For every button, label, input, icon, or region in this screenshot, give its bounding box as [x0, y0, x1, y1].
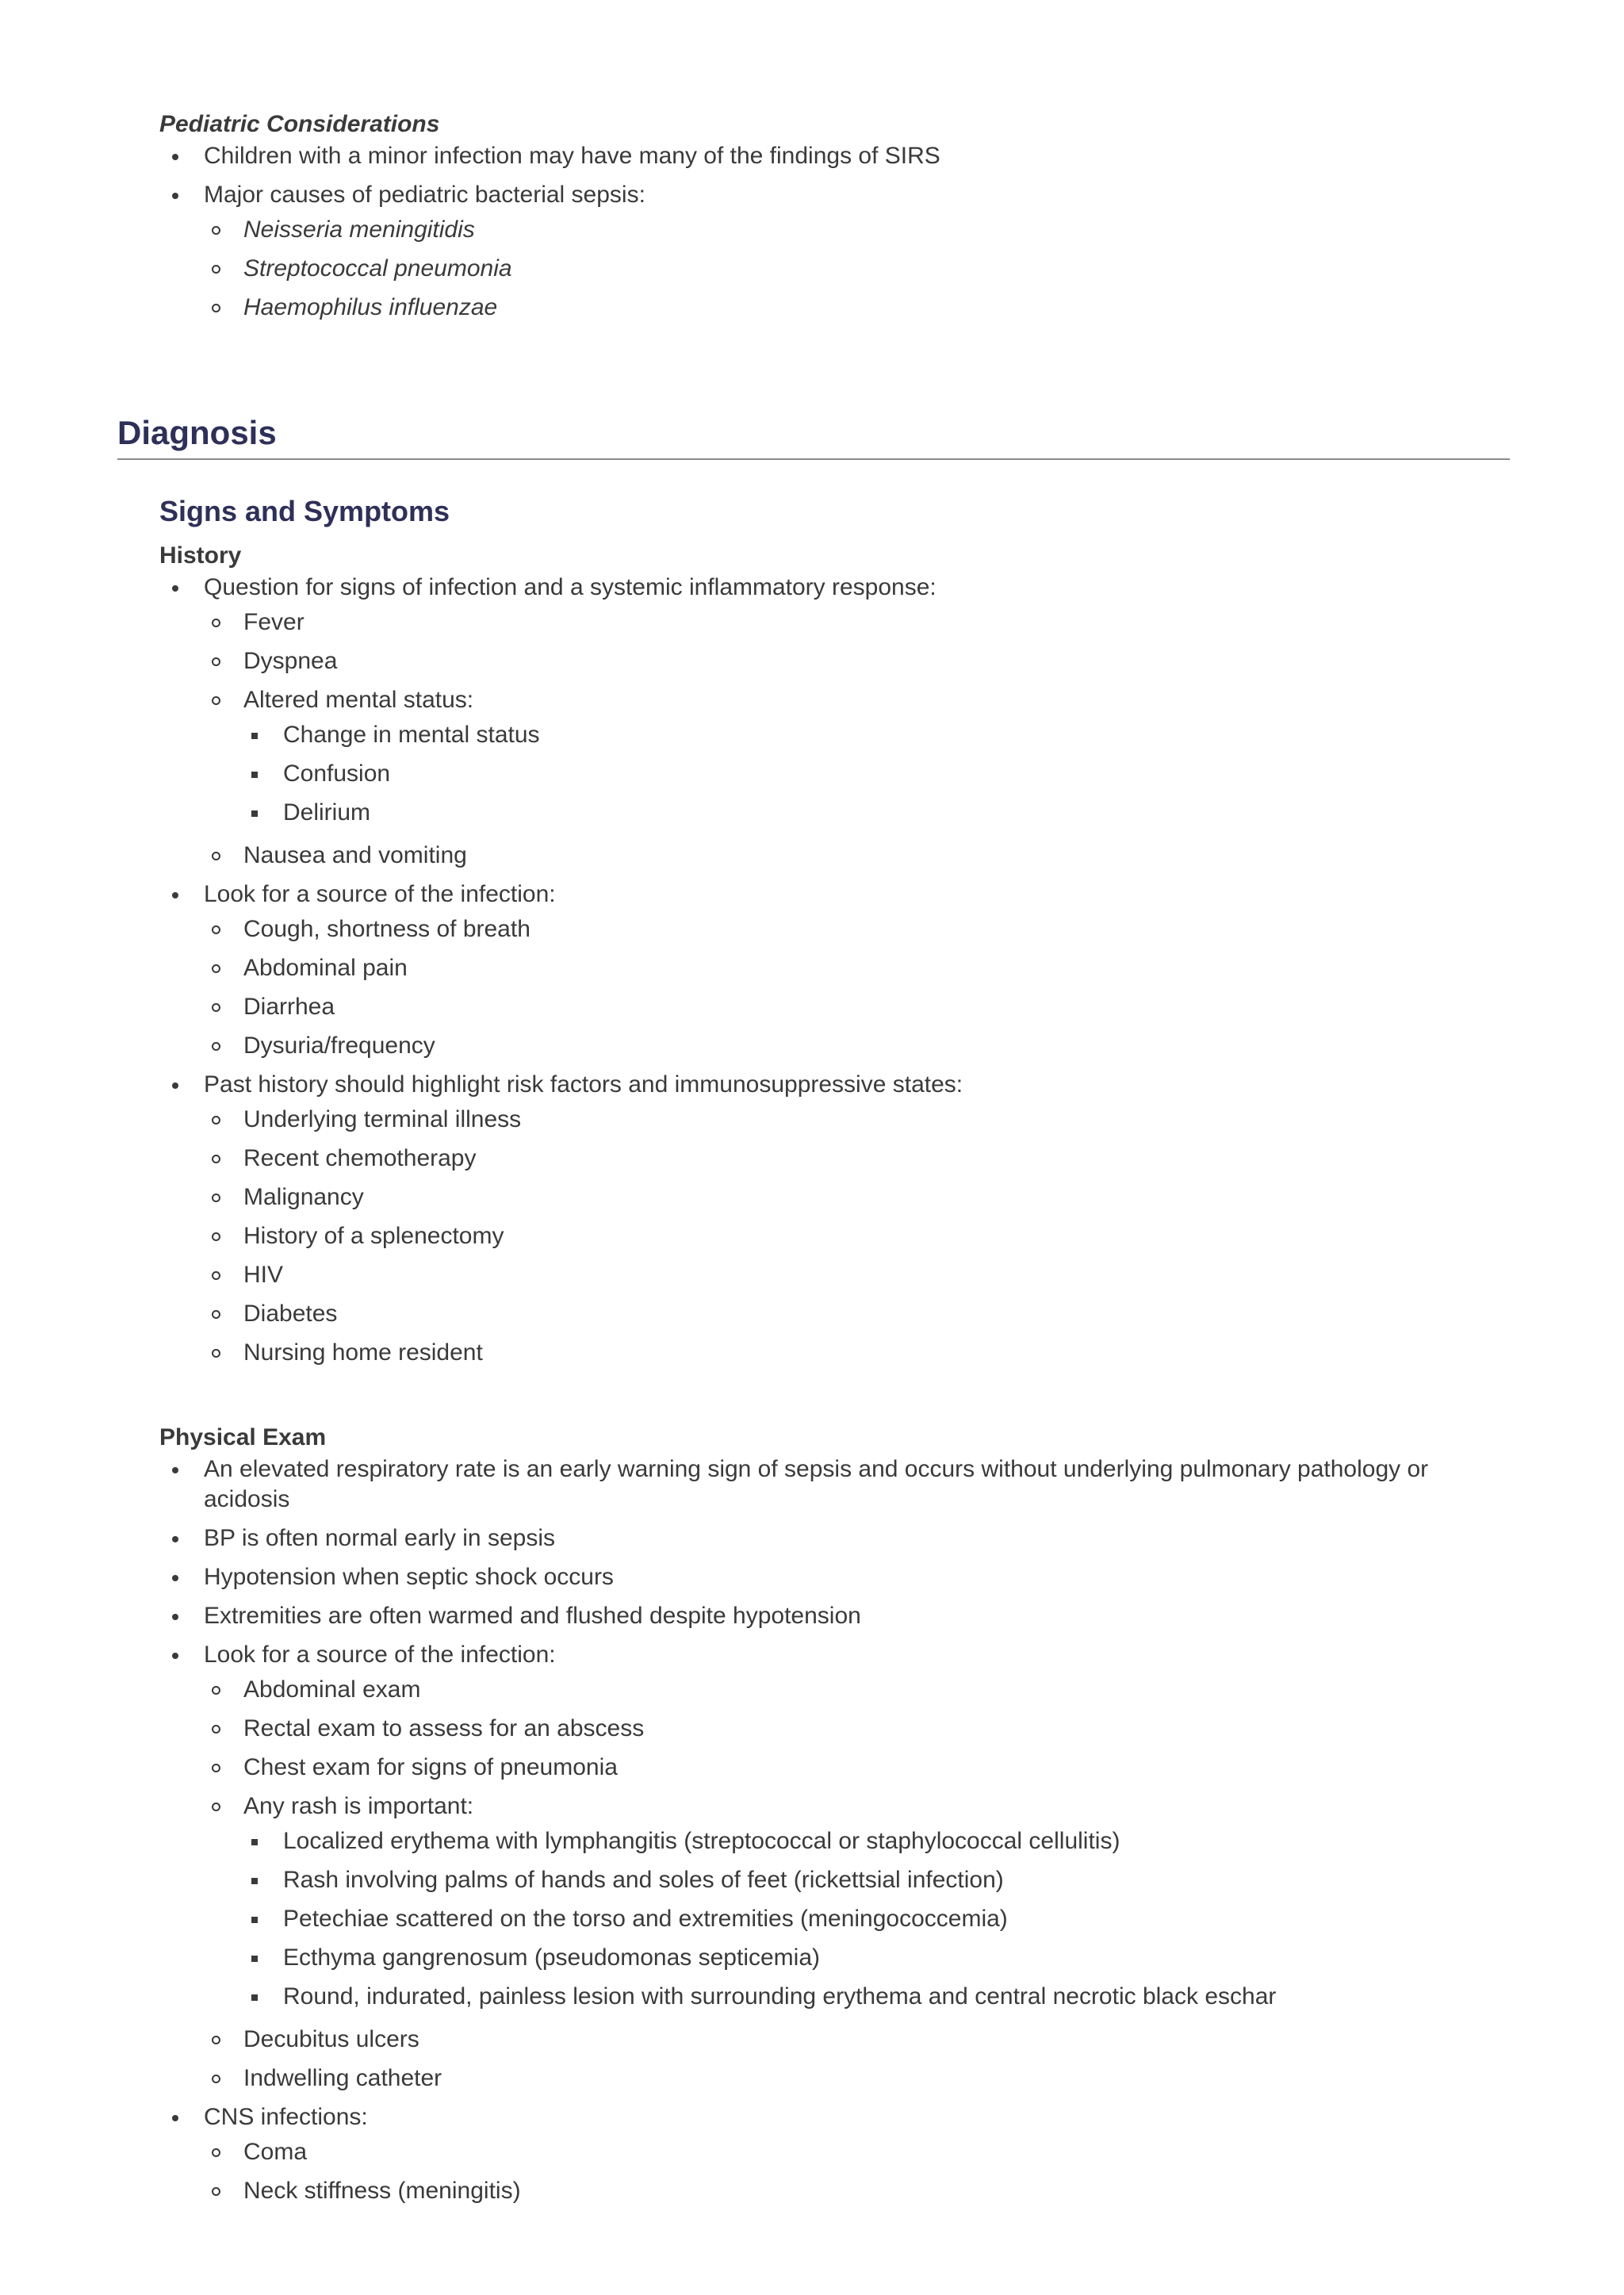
list-item-text: CNS infections:	[204, 2104, 368, 2130]
list-item	[159, 1640, 1507, 2094]
list-item-text: Question for signs of infection and a systemic inflammatory response:	[204, 574, 936, 600]
list-item-text: Hypotension when septic shock occurs	[204, 1564, 614, 1590]
physical-exam-list	[159, 1454, 1507, 2215]
list-item-text: BP is often normal early in sepsis	[204, 1525, 555, 1551]
sub-list-item: Cough, shortness of breath	[204, 914, 1507, 944]
list-item	[159, 1070, 1507, 1368]
list-item	[159, 1454, 1507, 1515]
list-item	[159, 1562, 1507, 1592]
diagnosis-heading: Diagnosis	[117, 414, 277, 451]
list-item-text: Look for a source of the infection:	[204, 1642, 556, 1668]
sub-list-item: Recent chemotherapy	[204, 1144, 1507, 1174]
pediatric-list	[159, 141, 1507, 331]
list-item	[159, 2102, 1507, 2206]
sub-list-item: Underlying terminal illness	[204, 1105, 1507, 1135]
list-item	[159, 180, 1507, 323]
section-divider	[117, 458, 1510, 460]
nested-list-item: Delirium	[243, 798, 1507, 828]
list-item-text: Major causes of pediatric bacterial sepsis:	[204, 182, 645, 208]
nested-list-item: Round, indurated, painless lesion with surrounding erythema and central necrotic black eschar	[243, 1982, 1507, 2012]
sub-list-item-text: Altered mental status:	[243, 687, 474, 713]
sub-list-item: Haemophilus influenzae	[204, 293, 1507, 323]
nested-list-item: Localized erythema with lymphangitis (streptococcal or staphylococcal cellulitis)	[243, 1826, 1507, 1856]
sub-list-item: Diabetes	[204, 1299, 1507, 1329]
list-item-text: Children with a minor infection may have many of the findings of SIRS	[204, 143, 940, 169]
sub-list-item: Nursing home resident	[204, 1338, 1507, 1368]
list-item	[159, 141, 1507, 171]
list-item-text: An elevated respiratory rate is an early warning sign of sepsis and occurs without underlying pulmonary pathology or acidosis	[204, 1456, 1429, 1512]
sub-list-item: Nausea and vomiting	[204, 841, 1507, 871]
sub-list-item: HIV	[204, 1260, 1507, 1290]
pediatric-considerations-title: Pediatric Considerations	[159, 111, 440, 137]
list-item-text: Look for a source of the infection:	[204, 881, 556, 907]
sub-list-item: Neck stiffness (meningitis)	[204, 2176, 1507, 2206]
sub-list-item	[204, 1791, 1507, 2012]
sub-list-item: Indwelling catheter	[204, 2063, 1507, 2094]
signs-and-symptoms-heading: Signs and Symptoms	[159, 495, 450, 527]
sub-list-item: Abdominal pain	[204, 953, 1507, 983]
list-item	[159, 1601, 1507, 1631]
sub-list-item: Abdominal exam	[204, 1675, 1507, 1705]
sub-list-item: Rectal exam to assess for an abscess	[204, 1714, 1507, 1744]
sub-list-item: Streptococcal pneumonia	[204, 254, 1507, 284]
list-item-text: Past history should highlight risk factors and immunosuppressive states:	[204, 1071, 963, 1098]
sub-list-item: Chest exam for signs of pneumonia	[204, 1753, 1507, 1783]
sub-list-item: Malignancy	[204, 1182, 1507, 1213]
nested-list-item: Confusion	[243, 759, 1507, 789]
list-item-text: Extremities are often warmed and flushed despite hypotension	[204, 1603, 861, 1629]
list-item	[159, 573, 1507, 871]
sub-list-item: Diarrhea	[204, 992, 1507, 1022]
list-item	[159, 879, 1507, 1061]
history-title: History	[159, 542, 242, 569]
sub-list-item: Dysuria/frequency	[204, 1031, 1507, 1061]
sub-list-item: Coma	[204, 2137, 1507, 2167]
sub-list-item: Decubitus ulcers	[204, 2025, 1507, 2055]
list-item	[159, 1523, 1507, 1554]
sub-list-item: Fever	[204, 607, 1507, 638]
sub-list-item-text: Any rash is important:	[243, 1793, 474, 1819]
physical-exam-title: Physical Exam	[159, 1424, 327, 1450]
sub-list-item: History of a splenectomy	[204, 1221, 1507, 1251]
history-list	[159, 573, 1507, 1377]
sub-list-item	[204, 685, 1507, 828]
sub-list-item: Dyspnea	[204, 646, 1507, 676]
sub-list-item: Neisseria meningitidis	[204, 215, 1507, 245]
nested-list-item: Petechiae scattered on the torso and extremities (meningococcemia)	[243, 1904, 1507, 1934]
nested-list-item: Change in mental status	[243, 720, 1507, 750]
nested-list-item: Ecthyma gangrenosum (pseudomonas septicemia)	[243, 1943, 1507, 1973]
nested-list-item: Rash involving palms of hands and soles of feet (rickettsial infection)	[243, 1865, 1507, 1895]
